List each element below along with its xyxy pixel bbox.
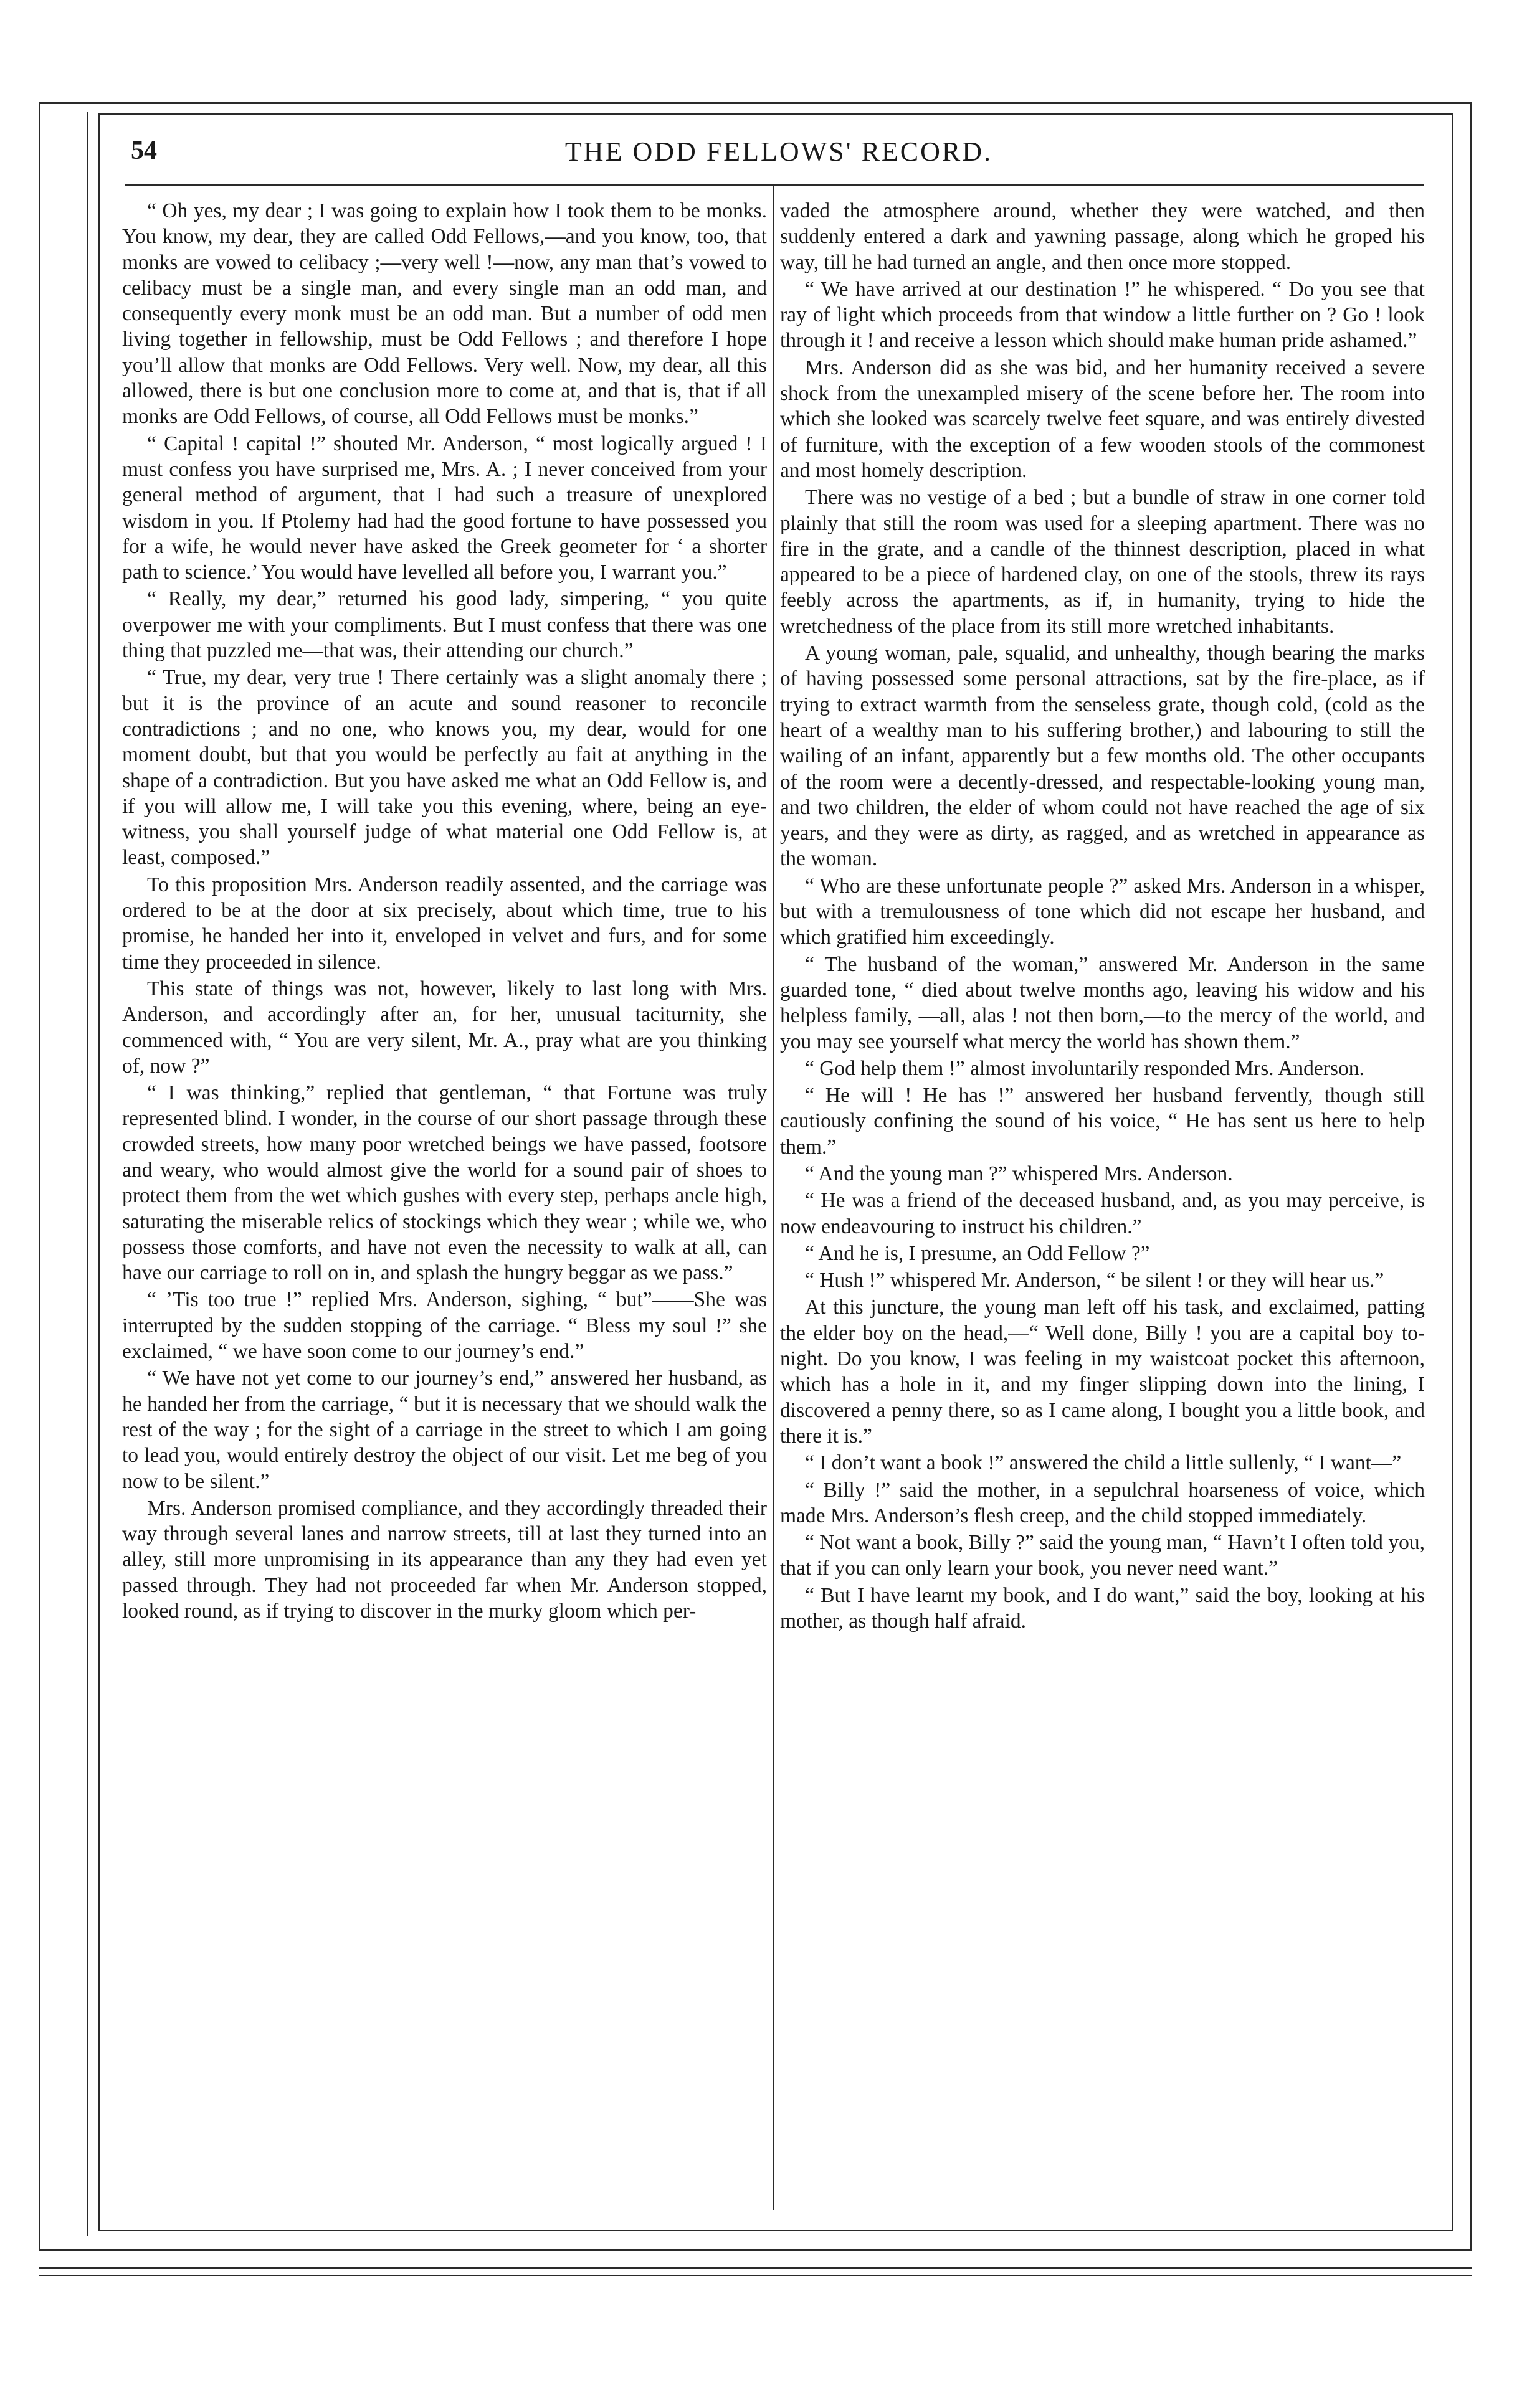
paragraph: This state of things was not, however, likely to last long with Mrs. Anderson, and accordingly after an, for her, unusual taciturnity, she commenced with, “ You are very silent, Mr. A., pray what are you thinking of, now ?” <box>122 977 767 1078</box>
page-border-left-rule <box>87 112 88 2236</box>
paragraph: “ Billy !” said the mother, in a sepulchral hoarseness of voice, which made Mrs. Anderson’s flesh creep, and the child stopped immediately. <box>780 1478 1425 1527</box>
paragraph: Mrs. Anderson did as she was bid, and her humanity received a severe shock from the unexampled misery of the scene before her. The room into which she looked was scarcely twelve feet square, and was entirely divested of furniture, with the exception of a few wooden stools of the commonest and most homely description. <box>780 356 1425 482</box>
paragraph: “ The husband of the woman,” answered Mr. Anderson in the same guarded tone, “ died about twelve months ago, leaving his widow and his helpless family, —all, alas ! not then born,—to the mercy of the world, and you may see yourself what mercy the world has shown them.” <box>780 952 1425 1053</box>
paragraph: “ I was thinking,” replied that gentleman, “ that Fortune was truly represented blind. I wonder, in the course of our short passage through these crowded streets, how many poor wretched beings we have passed, footsore and weary, who would almost give the world for a sound pair of shoes to protect them from the wet which gushes with every step, perhaps ancle high, saturating the miserable relics of stockings which they wear ; while we, who possess those comforts, and have not even the necessity to walk at all, can have our carriage to roll on in, and splash the hungry beggar as we pass.” <box>122 1081 767 1285</box>
paragraph: To this proposition Mrs. Anderson readily assented, and the carriage was ordered to be at the door at six precisely, about which time, true to his promise, he handed her into it, enveloped in velvet and furs, and for some time they proceeded in silence. <box>122 873 767 974</box>
paragraph: “ Capital ! capital !” shouted Mr. Anderson, “ most logically argued ! I must confess you have surprised me, Mrs. A. ; I never conceived from your general method of argument, that I had such a treasure of unexplored wisdom in you. If Ptolemy had had the good fortune to have possessed you for a wife, he would never have asked the Greek geometer for ‘ a shorter path to science.’ You would have levelled all before you, I warrant you.” <box>122 432 767 584</box>
paragraph: “ We have not yet come to our journey’s end,” answered her husband, as he handed her from the carriage, “ but it is necessary that we should walk the rest of the way ; for the sight of a carriage in the street to which I am going to lead you, would entirely destroy the object of our visit. Let me beg of you now to be silent.” <box>122 1367 767 1493</box>
paragraph: “ Oh yes, my dear ; I was going to explain how I took them to be monks. You know, my dear, they are called Odd Fellows,—and you know, too, that monks are vowed to celibacy ;—very well !—now, any man that’s vowed to celibacy must be a single man, and every single man an odd man, and consequently every monk must be an odd man. But a number of odd men living together in fellowship, must be Odd Fellows ; and therefore I hope you’ll allow that monks are Odd Fellows. Very well. Now, my dear, all this allowed, there is but one conclusion more to come at, and that is, that if all monks are Odd Fellows, of course, all Odd Fellows must be monks.” <box>122 199 767 429</box>
column-divider <box>773 186 774 2210</box>
running-title: THE ODD FELLOWS' RECORD. <box>564 136 993 167</box>
paragraph: “ God help them !” almost involuntarily responded Mrs. Anderson. <box>805 1056 1364 1080</box>
paragraph: “ And the young man ?” whispered Mrs. Anderson. <box>805 1162 1233 1185</box>
paragraph: “ He was a friend of the deceased husband, and, as you may perceive, is now endeavouring to instruct his children.” <box>780 1189 1425 1238</box>
paragraph: “ True, my dear, very true ! There certainly was a slight anomaly there ; but it is the province of an acute and sound reasoner to reconcile contradictions ; and no one, who knows you, my dear, would for one moment doubt, but that you would be perfectly au fait at anything in the shape of a contradiction. But you have asked me what an Odd Fellow is, and if you will allow me, I will take you this evening, where, being an eye-witness, you shall yourself judge of what material one Odd Fellow is, at least, composed.” <box>122 666 767 870</box>
paragraph: “ He will ! He has !” answered her husband fervently, though still cautiously confining the sound of his voice, “ He has sent us here to help them.” <box>780 1084 1425 1159</box>
paragraph: Mrs. Anderson promised compliance, and they accordingly threaded their way through several lanes and narrow streets, till at last they turned into an alley, still more unpromising in its appearance than any they had even yet passed through. They had not proceeded far when Mr. Anderson stopped, looked round, as if trying to discover in the murky gloom which per- <box>122 1496 767 1623</box>
paragraph: “ Really, my dear,” returned his good lady, simpering, “ you quite overpower me with your compliments. But I must confess that there was one thing that puzzled me—that was, their attending our church.” <box>122 587 767 663</box>
paragraph: “ Hush !” whispered Mr. Anderson, “ be silent ! or they will hear us.” <box>805 1269 1384 1292</box>
paragraph: “ And he is, I presume, an Odd Fellow ?” <box>805 1241 1150 1265</box>
right-column <box>780 198 1425 2216</box>
paragraph: “ We have arrived at our destination !” he whispered. “ Do you see that ray of light which proceeds from that window a little further on ? Go ! look through it ! and receive a lesson which should make human pride ashamed.” <box>780 277 1425 353</box>
paragraph: “ Not want a book, Billy ?” said the young man, “ Havn’t I often told you, that if you can only learn your book, you never need want.” <box>780 1531 1425 1580</box>
bottom-rule-thin <box>39 2275 1472 2276</box>
paragraph: A young woman, pale, squalid, and unhealthy, though bearing the marks of having possessed some personal attractions, sat by the fire-place, as if trying to extract warmth from the senseless grate, though cold, (cold as the heart of a wealthy man to his suffering brother,) and labouring to still the wailing of an infant, apparently but a few months old. The other occupants of the room were a decently-dressed, and respectable-looking young man, and two children, the elder of whom could not have reached the age of six years, and they were as dirty, as ragged, and as wretched in appearance as the woman. <box>780 642 1425 871</box>
paragraph: There was no vestige of a bed ; but a bundle of straw in one corner told plainly that still the room was used for a sleeping apartment. There was no fire in the grate, and a candle of the thinnest description, placed in what appeared to be a piece of hardened clay, on one of the stools, threw its rays feebly across the apartments, as if, in humanity, trying to hide the wretchedness of the place from its still more wretched inhabitants. <box>780 486 1425 638</box>
paragraph-continued: vaded the atmosphere around, whether they were watched, and then suddenly entered a dark and yawning passage, along which he groped his way, till he had turned an angle, and then once more stopped. <box>780 199 1425 274</box>
left-column <box>122 198 767 2216</box>
paragraph: At this juncture, the young man left off his task, and exclaimed, patting the elder boy on the head,—“ Well done, Billy ! you are a capital boy to-night. Do you know, I was feeling in my waistcoat pocket this afternoon, which has a hole in it, and my finger slipping down into the lining, I discovered a penny there, so as I came along, I bought you a little book, and there it is.” <box>780 1296 1425 1448</box>
paragraph: “ ’Tis too true !” replied Mrs. Anderson, sighing, “ but”——She was interrupted by the sudden stopping of the carriage. “ Bless my soul !” she exclaimed, “ we have soon come to our journey’s end.” <box>122 1288 767 1363</box>
paragraph: “ Who are these unfortunate people ?” asked Mrs. Anderson in a whisper, but with a tremulousness of tone which did not escape her husband, and which gratified him exceedingly. <box>780 874 1425 949</box>
page-number: 54 <box>131 136 157 165</box>
bottom-rule <box>39 2267 1472 2269</box>
paragraph: “ But I have learnt my book, and I do want,” said the boy, looking at his mother, as though half afraid. <box>780 1583 1425 1633</box>
header-rule <box>125 184 1424 186</box>
paragraph: “ I don’t want a book !” answered the child a little sullenly, “ I want—” <box>805 1451 1402 1475</box>
page-header <box>125 136 1433 179</box>
